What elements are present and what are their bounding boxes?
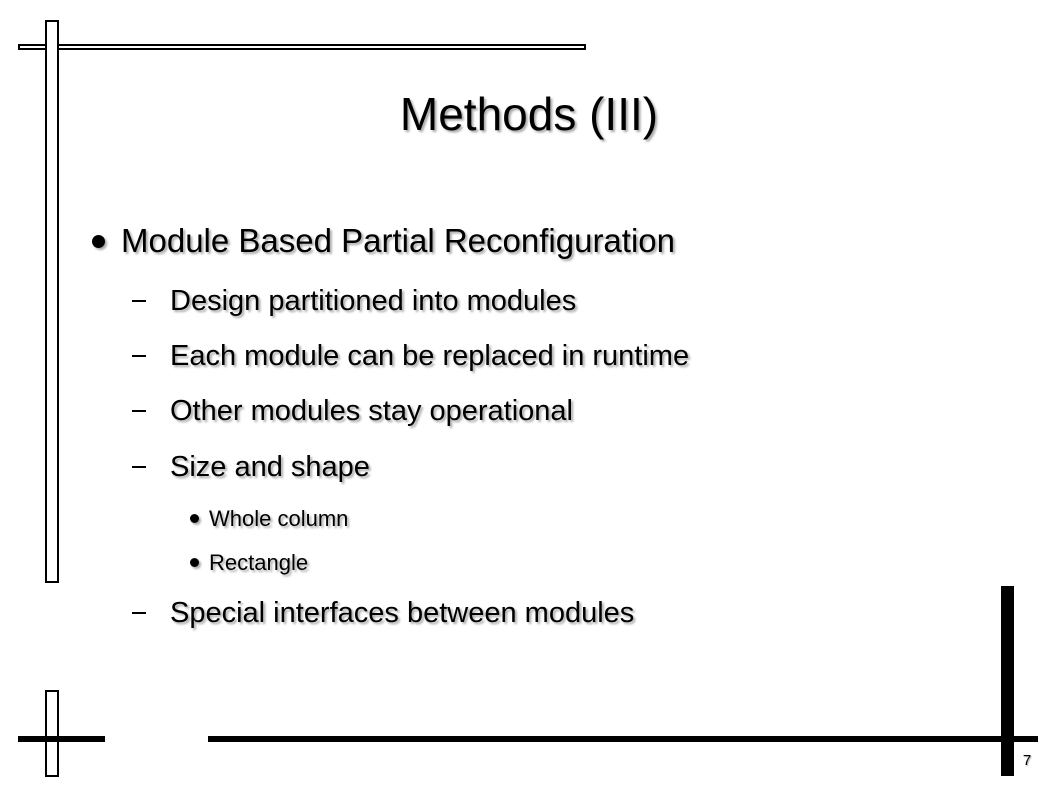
sub-item-text: Special interfaces between modules (170, 597, 635, 629)
sub-item (132, 595, 634, 631)
sub-item-text: Design partitioned into modules (170, 285, 577, 317)
main-bullet-text: Module Based Partial Reconfiguration (121, 222, 675, 259)
bullet-dot-icon (190, 514, 199, 523)
slide-title: Methods (III) (399, 88, 659, 140)
sub-item (132, 338, 689, 374)
dash-bullet-icon (132, 355, 146, 357)
sub-item (132, 393, 573, 429)
dash-bullet-icon (132, 466, 146, 468)
sub-item-text: Size and shape (170, 451, 370, 483)
bottom-left-vertical-bar (45, 690, 59, 777)
sub-item (132, 283, 576, 319)
shape-item (190, 549, 308, 577)
bottom-horizontal-bar (208, 736, 1038, 742)
shape-item-text: Whole column (209, 506, 349, 531)
sub-item-text: Other modules stay operational (170, 395, 573, 427)
dash-bullet-icon (132, 410, 146, 412)
top-horizontal-bar (18, 44, 586, 50)
dash-bullet-icon (132, 300, 146, 302)
right-vertical-bar (1001, 586, 1014, 776)
shape-item (190, 505, 348, 533)
bullet-dot-icon (92, 235, 105, 248)
bottom-left-horizontal-bar (18, 736, 105, 742)
page-number: 7 (1022, 752, 1032, 769)
shape-item-text: Rectangle (209, 550, 309, 575)
sub-item-text: Each module can be replaced in runtime (170, 340, 690, 372)
main-bullet (92, 221, 675, 261)
dash-bullet-icon (132, 612, 146, 614)
bullet-dot-icon (190, 558, 199, 567)
sub-item (132, 449, 370, 485)
